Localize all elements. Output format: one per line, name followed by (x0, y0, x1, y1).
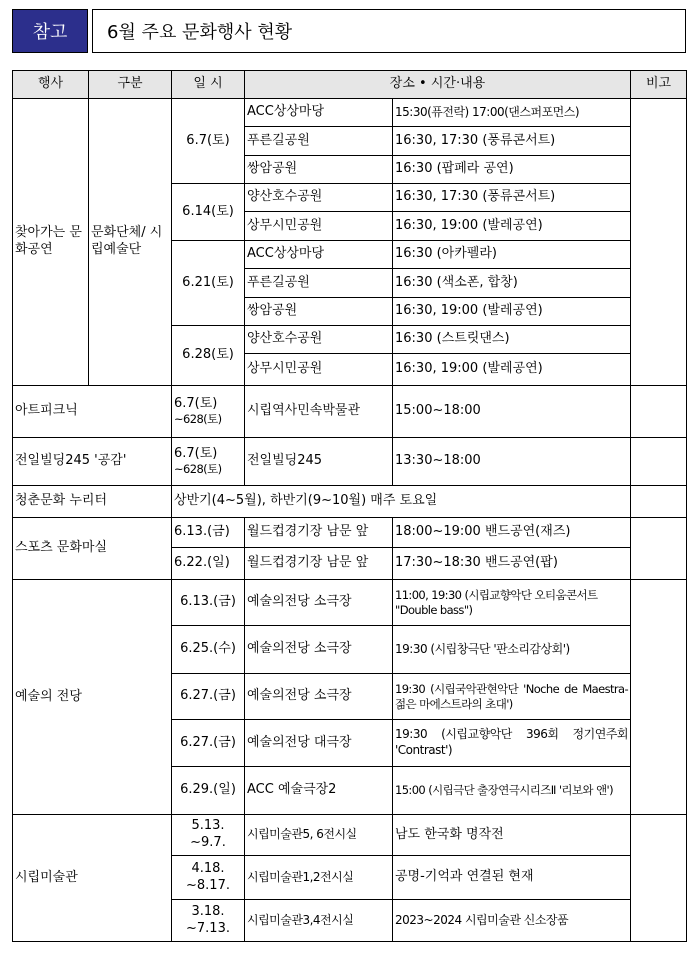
col-details: 장소 • 시간·내용 (245, 71, 631, 99)
event-cell: 시립미술관 (13, 815, 172, 942)
info-cell: 남도 한국화 명작전 (393, 815, 631, 856)
note-cell (631, 518, 687, 580)
info-cell: 16:30, 19:00 (발레공연) (393, 298, 631, 326)
date-cell: 6.22.(일) (172, 548, 245, 580)
col-event: 행사 (13, 71, 89, 99)
event-cell: 청춘문화 누리터 (13, 486, 172, 518)
place-cell: 쌍암공원 (245, 298, 393, 326)
place-cell: 쌍암공원 (245, 156, 393, 184)
header-row (13, 71, 687, 99)
date-cell (172, 856, 245, 900)
note-cell (631, 386, 687, 438)
place-cell: 월드컵경기장 남문 앞 (245, 548, 393, 580)
place-cell: 전일빌딩245 (245, 438, 393, 486)
info-cell: 16:30, 17:30 (풍류콘서트) (393, 127, 631, 156)
col-category: 구분 (89, 71, 172, 99)
info-cell: 2023~2024 시립미술관 신소장품 (393, 900, 631, 942)
place-cell: 시립미술관5, 6전시실 (245, 815, 393, 856)
place-cell: 월드컵경기장 남문 앞 (245, 518, 393, 548)
date-cell (172, 900, 245, 942)
info-cell: 16:30, 17:30 (풍류콘서트) (393, 184, 631, 212)
date-cell: 6.13.(금) (172, 580, 245, 626)
place-cell: 상무시민공원 (245, 212, 393, 241)
table-row (13, 580, 687, 626)
info-cell: 16:30 (색소폰, 합창) (393, 269, 631, 298)
note-cell (631, 580, 687, 815)
col-note: 비고 (631, 71, 687, 99)
page-title: 6월 주요 문화행사 현황 (92, 9, 686, 53)
place-cell: 시립미술관1,2전시실 (245, 856, 393, 900)
date-end: ~628(토) (174, 462, 222, 477)
place-cell: 상무시민공원 (245, 354, 393, 386)
note-cell (631, 815, 687, 942)
date-start: 4.18. (191, 860, 225, 876)
date-cell: 6.13.(금) (172, 518, 245, 548)
info-cell: 19:30 (시립국악관현악단 'Noche de Maestra-젊은 마에스트라의 초대') (393, 674, 631, 720)
note-cell (631, 438, 687, 486)
date-cell: 6.21(토) (172, 241, 245, 326)
info-cell: 15:00 (시립극단 출장연극시리즈Ⅱ '리보와 앤') (393, 767, 631, 815)
place-cell: 예술의전당 대극장 (245, 720, 393, 767)
info-cell: 상반기(4~5월), 하반기(9~10월) 매주 토요일 (172, 486, 631, 518)
table-row (13, 99, 687, 127)
events-table (12, 70, 687, 942)
place-cell: 양산호수공원 (245, 184, 393, 212)
category-cell: 문화단체/ 시립예술단 (89, 99, 172, 386)
event-cell: 전일빌딩245 '공감' (13, 438, 172, 486)
place-cell: 예술의전당 소극장 (245, 626, 393, 674)
info-cell: 16:30 (아카펠라) (393, 241, 631, 269)
date-end: ~628(토) (174, 412, 222, 427)
date-cell: 6.27.(금) (172, 720, 245, 767)
info-cell: 15:30(퓨전락) 17:00(댄스퍼포먼스) (393, 99, 631, 127)
date-cell: 6.25.(수) (172, 626, 245, 674)
place-cell: 예술의전당 소극장 (245, 580, 393, 626)
title-bar (12, 9, 686, 53)
date-start: 6.7(토) (174, 395, 218, 411)
col-date: 일 시 (172, 71, 245, 99)
info-cell: 18:00~19:00 밴드공연(재즈) (393, 518, 631, 548)
date-cell: 6.14(토) (172, 184, 245, 241)
place-cell: 양산호수공원 (245, 326, 393, 354)
date-cell (172, 815, 245, 856)
table-row (13, 518, 687, 548)
place-cell: 시립역사민속박물관 (245, 386, 393, 438)
info-cell: 공명-기억과 연결된 현재 (393, 856, 631, 900)
date-cell: 6.28(토) (172, 326, 245, 386)
event-cell: 찾아가는 문화공연 (13, 99, 89, 386)
info-cell: 13:30~18:00 (393, 438, 631, 486)
date-start: 3.18. (191, 903, 225, 919)
date-cell: 6.7(토) (172, 99, 245, 184)
table-row (13, 815, 687, 856)
table-row (13, 486, 687, 518)
date-end: ~8.17. (186, 877, 230, 893)
info-cell: 17:30~18:30 밴드공연(팝) (393, 548, 631, 580)
info-cell: 16:30 (스트릿댄스) (393, 326, 631, 354)
date-cell: 6.29.(일) (172, 767, 245, 815)
place-cell: ACC상상마당 (245, 99, 393, 127)
reference-tag: 참고 (12, 9, 88, 53)
date-cell (172, 438, 245, 486)
date-cell (172, 386, 245, 438)
info-cell: 16:30, 19:00 (발레공연) (393, 212, 631, 241)
place-cell: 푸른길공원 (245, 127, 393, 156)
event-cell: 예술의 전당 (13, 580, 172, 815)
date-end: ~9.7. (190, 835, 226, 850)
place-cell: ACC상상마당 (245, 241, 393, 269)
event-cell: 스포츠 문화마실 (13, 518, 172, 580)
table-row (13, 386, 687, 438)
table-row (13, 438, 687, 486)
date-start: 6.7(토) (174, 445, 218, 461)
info-cell: 16:30, 19:00 (발레공연) (393, 354, 631, 386)
note-cell (631, 99, 687, 386)
info-cell: 11:00, 19:30 (시립교향악단 오티움콘서트 "Double bass") (393, 580, 631, 626)
info-cell: 16:30 (팝페라 공연) (393, 156, 631, 184)
date-cell: 6.27.(금) (172, 674, 245, 720)
info-cell: 19:30 (시립교향악단 396회 정기연주회 'Contrast') (393, 720, 631, 767)
date-end: ~7.13. (186, 920, 230, 936)
event-cell: 아트피크닉 (13, 386, 172, 438)
place-cell: 시립미술관3,4전시실 (245, 900, 393, 942)
info-cell: 15:00~18:00 (393, 386, 631, 438)
place-cell: 예술의전당 소극장 (245, 674, 393, 720)
info-cell: 19:30 (시립창극단 '판소리감상회') (393, 626, 631, 674)
date-start: 5.13. (191, 818, 225, 834)
place-cell: ACC 예술극장2 (245, 767, 393, 815)
note-cell (631, 486, 687, 518)
place-cell: 푸른길공원 (245, 269, 393, 298)
